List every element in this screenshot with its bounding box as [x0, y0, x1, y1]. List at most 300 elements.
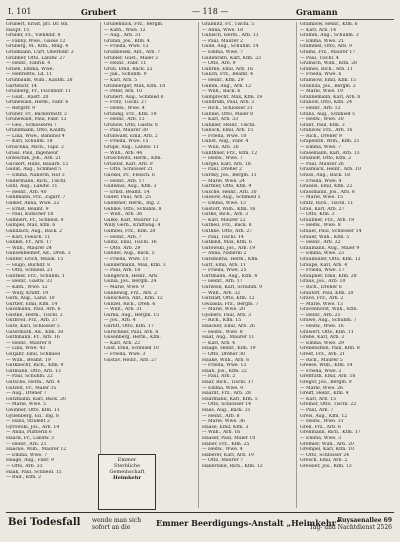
- directory-entry: Gudermann, Rich., Tischl.: [6, 178, 67, 184]
- directory-entry: Gurgel, Karl, Arb. 18: [202, 161, 251, 167]
- directory-entry: Gursky, Jos., Bergm. 11: [202, 173, 257, 179]
- directory-entry: — Rich., Dreher 6: [300, 284, 342, 290]
- directory-entry: Guhl, Aug., Landw. 11: [6, 184, 58, 190]
- page-header: [6, 5, 394, 20]
- directory-entry: — Wilh., Arb. 32: [202, 290, 241, 296]
- directory-entry: Gümbel, Frz., Kfm. 20: [104, 228, 156, 234]
- directory-entry: Guhrke, Emil, Arb. 16: [202, 66, 253, 72]
- directory-entry: Gustorf, Wilh., Kfm. 16: [202, 206, 256, 212]
- directory-entry: Gudenrath, Karl, Kfm. 23: [202, 55, 261, 61]
- directory-entry: — Emma, Wwe. 3: [300, 435, 341, 441]
- directory-entry: Gutheil, Frz., Bäck. 8: [202, 223, 252, 229]
- directory-entry: Grautoff, Paul, Kfm. 20: [300, 290, 354, 296]
- directory-entry: Guhlmann, Frz., Zigarr. 7: [6, 195, 66, 201]
- directory-entry: — Heinr., Arb. 25: [300, 312, 341, 318]
- ad-line-3: Gemeinschaft: [109, 469, 145, 475]
- directory-entry: — Emma, Näherin, Hof 3: [6, 173, 65, 179]
- directory-entry: Grzeschik, Joh., Arb. 21: [6, 156, 62, 162]
- directory-entry: Gutknecht, Rich., Kfm. 9: [6, 363, 64, 369]
- directory-entry: — Heinr., Arb. 13: [104, 117, 145, 123]
- directory-entry: — Aug., Arb. 31: [104, 33, 141, 39]
- directory-entry: — Marie, Wwe. 26: [300, 385, 343, 391]
- directory-entry: Günther, Frz., Schuhm. 1: [6, 273, 65, 279]
- directory-entry: — Hedw., Wwe. 8: [300, 223, 341, 229]
- directory-entry: Gurlitt, Otto, Kfm. 17: [104, 324, 154, 330]
- ad-line-1: Emmer: [117, 457, 137, 463]
- directory-entry: Grapentin, Wilh., Kfm. 21: [300, 139, 360, 145]
- directory-entry: — Frieda, Wwe. 17: [300, 268, 345, 274]
- directory-entry: — Karl, Arb. 33: [202, 117, 239, 123]
- directory-entry: Grünberger, Max, Kfm. 18: [104, 83, 166, 89]
- directory-entry: — Heinr., Arb. 17: [104, 178, 145, 184]
- directory-entry: Grabnitz, Fr., Tischl. 5: [202, 22, 255, 27]
- directory-entry: Gruschka, Mich., Tapz. 2: [6, 145, 64, 151]
- directory-entry: Gülich, Frz., Beamt. 4: [202, 72, 254, 78]
- directory-entry: Guttmann, Aug., Kfm. 4: [202, 273, 258, 279]
- directory-entry: Günnel, Otto, Maler 8: [202, 111, 254, 117]
- directory-entry: — Frieda, Wwe. 15: [104, 139, 149, 145]
- directory-entry: Gutermuth, Ad., Kfm. 30: [6, 329, 64, 335]
- directory-entry: Greis, Aug., Kfm. 12: [300, 413, 348, 419]
- directory-entry: — Emma, Wwe. 7: [6, 452, 47, 458]
- directory-entry: Grusdat, Karl, Arb. 9: [104, 161, 153, 167]
- directory-entry: Guhlke, Otto, Schuhm. 8: [104, 206, 162, 212]
- directory-entry: — Hedw., Wwe. 4: [104, 105, 145, 111]
- directory-entry: — Anna, Plätterin 6: [6, 430, 52, 436]
- directory-entry: Guenther, Herm., Ing. 2: [104, 201, 160, 206]
- directory-entry: — Hedw., Wwe. 31: [300, 419, 344, 425]
- column-2: [104, 22, 199, 508]
- directory-entry: — Marie, Wwe. 9: [104, 284, 145, 290]
- page-footer-advertisement: [6, 512, 394, 539]
- directory-entry: Gresch, Emil, Arb. 2: [300, 458, 348, 464]
- directory-entry: — Paul, Arb. 2: [202, 374, 236, 380]
- directory-entry: — Rich., Kfm. 15: [202, 318, 242, 324]
- directory-entry: Gumprecht, Max, Kfm. 19: [202, 94, 263, 100]
- directory-entry: — Hedw., Wwe. 30: [300, 117, 344, 123]
- directory-entry: Guckert, Hans, Bauarb. 12: [6, 161, 69, 167]
- footer-subtext: wende man sich sofort an die: [92, 517, 142, 531]
- directory-entry: — Heinr., Arb. 21: [6, 441, 47, 447]
- directory-entry: — Heinr., Arb. 12: [300, 105, 341, 111]
- directory-entry: — Anna, Näherin 2: [202, 251, 247, 257]
- directory-entry: Gramsow, Emil, Kfm. 15: [300, 77, 357, 83]
- directory-columns: [6, 22, 394, 508]
- directory-entry: Gravenhorst, Wilh., Kfm.: [300, 307, 358, 313]
- directory-entry: Grans, Aug., Schmied 5: [300, 111, 355, 117]
- directory-entry: — Heinr., Fabrik. 4: [6, 61, 51, 67]
- column-1: [6, 22, 101, 508]
- header-page-number: — 118 —: [192, 7, 229, 16]
- directory-entry: Gutowski, Jos., Arb. 19: [202, 245, 256, 251]
- directory-entry: — Hugo, Buchdr. 8: [6, 262, 50, 268]
- directory-entry: Gude, Aug., Schuhm. 14: [202, 44, 259, 50]
- directory-entry: Haardt, Frz., Arb. 28: [202, 391, 251, 397]
- directory-entry: Guthmann, Fr., Arb. 16: [6, 335, 60, 341]
- directory-entry: Gunschera, Ant., Kfm. 12: [104, 296, 163, 302]
- directory-entry: Grave, Frz., Arb. 2: [300, 296, 344, 302]
- ad-line-4: Heimkehr: [112, 475, 141, 481]
- directory-entry: — Frieda, Wwe. 6: [300, 72, 342, 78]
- directory-entry: Gundermann, Max, Kfm. 3: [104, 262, 166, 268]
- directory-entry: — Peter, Arb. 10: [104, 89, 143, 95]
- directory-entry: Gülke, Karl, Maurer 12: [104, 217, 159, 223]
- footer-address-street: Ruysaenallee 69: [337, 517, 392, 524]
- directory-entry: — Otto, Maurer 7: [202, 458, 244, 464]
- directory-entry: Grasemann, Karl, Arb. 13: [300, 150, 360, 156]
- directory-entry: Gruschwitz, Herm., Kfm.: [104, 156, 162, 162]
- directory-entry: Gurk, Aug., Land. 10: [6, 296, 55, 302]
- directory-entry: Grau, Karl, Arb. 27: [300, 206, 345, 212]
- directory-entry: Gregor, Jos., Bergm. 9: [300, 380, 352, 385]
- directory-entry: — Otto, Schlosser 24: [300, 452, 350, 458]
- directory-entry: — Wilh., Arb. 44: [104, 150, 143, 156]
- directory-entry: Gramse, Rich., Arb. 11: [300, 66, 354, 72]
- directory-entry: — Wilh., Arb. 36: [104, 212, 143, 218]
- directory-entry: Gudehus, Aug., Kfm. 3: [104, 184, 157, 190]
- directory-entry: Grams, Frz., Maurer 17: [300, 49, 356, 55]
- directory-entry: — Lina, Wwe. 43: [6, 346, 46, 352]
- header-section-number: I. 101: [8, 7, 32, 16]
- directory-entry: Grasmück, Heinr., Arb. 10: [300, 167, 361, 173]
- directory-entry: — Paul, Tischl. 4: [300, 55, 339, 61]
- directory-entry: — Heinr., Arb. 8: [202, 413, 240, 419]
- directory-entry: Gundlach, Aug., Bäck. 2: [6, 228, 63, 234]
- directory-entry: — Paul, Maurer 2: [202, 38, 243, 44]
- directory-entry: Granzow, Frz., Arb. 16: [300, 128, 353, 134]
- directory-entry: — Frieda, Wwe. 25: [202, 268, 247, 274]
- directory-entry: Haak, Paul, Schneid. 15: [6, 469, 62, 475]
- directory-entry: Grunow, Otto, Gastw. 8: [104, 122, 158, 128]
- directory-entry: Gutt, Emil, Arb. 11: [202, 262, 247, 268]
- directory-entry: Gust, Emil, Schmied 10: [104, 346, 159, 352]
- directory-entry: Guthke, Otto, Arb. 27: [202, 228, 253, 234]
- directory-entry: — Rich., Dreher 9: [300, 133, 342, 139]
- directory-entry: Grubendick, Frz., Bergm.: [104, 22, 164, 27]
- directory-entry: Gürtler, Emil, Kfm. 14: [6, 301, 58, 307]
- directory-entry: Grell, Frz., Arb. 6: [300, 424, 341, 430]
- directory-entry: — Otto, Arb. 33: [6, 463, 43, 469]
- directory-entry: — Wilh., Bäck. 6: [202, 89, 241, 95]
- directory-entry: Grunert, Aug., Schmied 6: [104, 94, 164, 100]
- directory-entry: Guthe, Rich., Arb. 3: [202, 212, 249, 218]
- directory-entry: Guder, Paul, Arb. 25: [104, 195, 152, 201]
- directory-entry: Greiner, Otto, Tischl. 22: [300, 402, 357, 408]
- directory-entry: Grambow, Heinr., Kfm. 6: [300, 22, 358, 27]
- directory-entry: Gutwein, Karl, Schuhm. 9: [202, 284, 263, 290]
- directory-entry: Granitza, Jos., Bergm. 2: [300, 83, 356, 89]
- directory-entry: — Paul, Arb. 18: [104, 268, 141, 274]
- directory-entry: Haber, Frz., Kfm. 25: [202, 441, 250, 447]
- directory-entry: Gundel, Aug., Bäck. 5: [104, 251, 155, 257]
- directory-entry: — Henriette, Ld. 11: [6, 72, 53, 78]
- directory-entry: Grunwald, Emil, Arb. 2: [104, 133, 158, 139]
- directory-entry: Gramsch, Wilh., Kfm. 28: [300, 61, 357, 67]
- footer-address-phone: Tag- und Nachtdienst 2526: [309, 524, 392, 531]
- directory-entry: Greiff, Heinr., Kfm. 4: [300, 391, 349, 397]
- directory-entry: Grempel, Karl, Kfm. 10: [300, 447, 354, 453]
- directory-entry: — Jos., Arb. 4: [104, 318, 136, 324]
- directory-entry: Grünewald, Herm., Fabr. 6: [6, 100, 69, 106]
- directory-entry: — Willy, Kraftf. 19: [6, 290, 49, 296]
- directory-entry: — Heinr., Arb. 32: [300, 240, 341, 246]
- directory-entry: — Heinr., Arb. 40: [6, 189, 47, 195]
- directory-entry: Grunewald, Paul, Fabr. 13: [6, 117, 67, 123]
- directory-entry: Gratz, Rich., Tischl. 11: [300, 201, 354, 206]
- directory-entry: Gundrum, Paul, Arb. 3: [202, 100, 255, 106]
- directory-entry: Haaf, Aug., Maurer 11: [202, 335, 255, 341]
- directory-entry: Gramm, Aug., Schuhm. 3: [300, 33, 359, 39]
- directory-entry: Gutmann, Otto, Arb. 13: [6, 368, 61, 374]
- directory-entry: — Fanny, Wwe., Gasse 12: [6, 38, 66, 44]
- directory-entry: Grawe, Aug., Schuhm. 7: [300, 318, 357, 324]
- directory-entry: Haase, Emil, Kfm. 3: [202, 424, 249, 430]
- column-4: [300, 22, 394, 508]
- directory-entry: — Hedw., Wwe. 8: [202, 329, 243, 335]
- directory-entry: — Paul, Kutscher 18: [6, 212, 54, 218]
- directory-entry: Gunsch, Emil, Arb. 15: [202, 128, 254, 134]
- directory-entry: — Emma, Wwe. 9: [202, 385, 243, 391]
- footer-company-name: Emmer Beerdigungs-Anstalt „Heimkehr“: [156, 518, 341, 528]
- directory-entry: Gussmann, Paul, Arb. 6: [6, 307, 61, 313]
- directory-entry: — Jak., Schuhm. 9: [104, 72, 147, 78]
- directory-entry: Haar, Rich., Tischl. 17: [202, 380, 254, 385]
- directory-entry: Günter, Erich, Musik. 15: [6, 256, 64, 262]
- directory-entry: Grannemann, Karl, Arb. 8: [300, 94, 361, 100]
- directory-entry: Gudat, Aug., Schmied 5: [6, 167, 62, 173]
- directory-entry: Gutbrod, Frz., Arb. 27: [6, 318, 58, 324]
- directory-entry: Grüning, Frz., Kfm. 19: [104, 111, 157, 117]
- directory-entry: Grassmann, Jos., Arb. 6: [300, 189, 355, 195]
- directory-entry: Haage, Heinr., Kfm. 19: [202, 346, 256, 352]
- directory-entry: — Karl, Arb. 15: [300, 396, 337, 402]
- directory-entry: Gubisch, Herm., Arb. 11: [202, 33, 259, 39]
- directory-entry: — Paul, Maurer 30: [104, 128, 148, 134]
- directory-entry: — Otto, Dreher 30: [202, 352, 245, 358]
- directory-entry: Grünberg, Fr., Fischhdlr. 11: [6, 89, 72, 95]
- directory-entry: Gruss, Paul, Ingenieur: [6, 150, 59, 156]
- ad-line-2: Sterbliche: [113, 463, 141, 469]
- directory-entry: — Frieda, Wwe. 3: [104, 352, 146, 358]
- directory-entry: — Emma, Wwe. 23: [300, 251, 344, 257]
- directory-entry: Gustke, Herm., Tischl. 2: [6, 312, 63, 318]
- directory-entry: Gunst, Aug., Fabr. 4: [202, 139, 249, 145]
- directory-entry: Gumpel, Max, Kfm. 6: [6, 223, 56, 229]
- directory-entry: Güssow, Aug., Schmied 5: [202, 195, 261, 201]
- directory-entry: Greese, Wilh., Kfm. 14: [300, 363, 353, 369]
- directory-entry: Gutsmuths, Herm., Kfm.: [202, 256, 259, 262]
- directory-entry: Günnewig, Frz., Arb. 2: [104, 290, 158, 296]
- directory-entry: — Karl, Fleisch. 11: [6, 234, 51, 240]
- directory-entry: Gwiasda, Frz., Bergm. 7: [202, 301, 259, 307]
- directory-entry: — Rich., Schlosser 21: [202, 105, 253, 111]
- directory-entry: Gutjahr, Emil, Schmied: [6, 352, 60, 358]
- directory-entry: — Anna, Wwe. 18: [202, 27, 244, 33]
- directory-entry: Grauel, Paul, Schlosser 14: [300, 228, 362, 234]
- directory-entry: Grashoff, Otto, Kfm. 2: [300, 156, 352, 162]
- directory-entry: Gumz, Emil, Tischl. 16: [104, 240, 157, 246]
- directory-entry: Grammel, Otto, Arb. 9: [300, 44, 352, 50]
- directory-entry: Gremler, Wilh., Arb. 20: [300, 441, 354, 447]
- directory-entry: Gützlaff, Otto, Kfm. 12: [202, 296, 255, 302]
- directory-entry: Grass, Aug., Bäck. 18: [300, 173, 351, 179]
- directory-entry: — Paul, Arb. 7: [300, 407, 334, 413]
- directory-entry: — Wilh., Arb. 16: [202, 430, 241, 436]
- directory-entry: — Frieda, Wwe. 10: [202, 133, 247, 139]
- directory-entry: — Hans, Student 2: [6, 419, 50, 425]
- directory-entry: Graupner, Emil, Kfm. 28: [300, 273, 357, 279]
- directory-entry: — Heinr., Gastw. 33: [6, 279, 53, 285]
- directory-entry: Graumüller, Otto, Kfm. 12: [300, 256, 361, 262]
- directory-entry: Graupe, Karl, Arb. 4: [300, 262, 348, 268]
- directory-entry: — Kath., Wwe. 12: [6, 284, 48, 290]
- directory-entry: — Paul, Maurer 26: [300, 161, 344, 167]
- directory-entry: — Heinr., Arb. 7: [104, 234, 142, 240]
- directory-entry: — Marie, Wwe. 24: [202, 178, 245, 184]
- directory-entry: — Heinr., Kfm. 29: [202, 77, 244, 83]
- directory-entry: Haack, Fr., Landw. 3: [6, 435, 54, 441]
- directory-entry: — Heinr., Arb. 17: [202, 279, 243, 285]
- directory-entry: — Otto, Kfm. 3: [300, 212, 335, 218]
- directory-entry: Guckel, Fr., Fleisch. 6: [104, 173, 155, 179]
- footer-headline: Bei Todesfall: [8, 517, 81, 528]
- directory-entry: Grebenstein, Paul, Kfm. 8: [300, 346, 360, 352]
- directory-entry: Gutsche, Herm., Arb. 4: [6, 380, 60, 385]
- directory-entry: Grubner, Otto, Landw. 27: [6, 55, 66, 61]
- directory-entry: Gwinner, Otto, Kfm. 11: [6, 407, 60, 413]
- directory-entry: Haas, Aug., Bäck. 21: [202, 407, 251, 413]
- directory-entry: Haake, Wilh., Arb. 6: [202, 357, 250, 363]
- header-first-name: Grubert: [81, 7, 117, 17]
- directory-entry: Grudmann, Curt, Oberhdlr. 2: [6, 49, 74, 55]
- directory-entry: — Otto, Schneid. 21: [6, 268, 53, 274]
- directory-entry: Gunia, Jos., Bergm. 24: [104, 279, 157, 285]
- directory-entry: — Marie, Wwe. 19: [300, 89, 343, 95]
- directory-entry: — Karl, Arb. 22: [104, 340, 141, 346]
- directory-entry: Haberland, Rich., Kfm. 12: [202, 463, 263, 469]
- directory-entry: — Wilh., Maurer 24: [6, 245, 52, 251]
- directory-entry: Grünbaum, Wilh., Kaufm. 28: [6, 77, 73, 83]
- directory-entry: — Frieda, Wwe. 13: [104, 44, 149, 50]
- directory-entry: — Karl, Arb. 4: [202, 340, 236, 346]
- directory-entry: Gysbers, Paul, Arb. 3: [202, 312, 252, 318]
- directory-entry: — Marie, Wwe. 5: [6, 402, 47, 408]
- directory-entry: — Lina, Wwe., Bahnhof 4: [6, 133, 65, 139]
- directory-entry: Gutzmann, Karl, Bäck. 20: [6, 396, 66, 402]
- directory-entry: Haupt. 15: [6, 27, 30, 33]
- directory-entry: — Wilh., Arb. 31: [104, 307, 143, 313]
- directory-entry: — Paul, Tischl. 14: [202, 234, 244, 240]
- directory-entry: Grant, Paul, Kfm. 3: [300, 122, 345, 128]
- directory-entry: Grubin, Jos., Kfm. 4: [104, 38, 150, 44]
- directory-entry: Gunkler, Heinr., Tischl.: [202, 122, 256, 128]
- directory-entry: — Emma, Wwe. 29: [300, 340, 344, 346]
- directory-entry: Gyrowski, Jos., Arb. 14: [6, 424, 60, 430]
- directory-entry: — Otto, Schlosser 14: [202, 402, 252, 408]
- directory-entry: — Emma, Wwe. 7: [300, 145, 341, 151]
- directory-entry: Güngerich, Heinr., Arb.: [104, 273, 159, 279]
- directory-entry: Graubner, Frz., Arb. 19: [300, 217, 355, 223]
- directory-entry: — Frieda, Wwe. 13: [202, 363, 247, 369]
- directory-entry: Gurka, Aug., Bergm. 15: [104, 312, 160, 318]
- directory-entry: — Marie, Wwe. 20: [202, 307, 245, 313]
- directory-entry: — Ernst, Beamt. 14: [104, 189, 150, 195]
- directory-entry: — Rud., Kfm. 2: [6, 475, 42, 481]
- directory-entry: — Rich., Maurer 5: [300, 357, 343, 363]
- directory-entry: Grün, Emil, Bäck. 22: [104, 66, 153, 72]
- directory-entry: — Heinr., Fabr. 11: [104, 61, 147, 67]
- directory-entry: Grawert, Otto, Kfm. 11: [300, 329, 354, 335]
- header-last-name: Gramann: [296, 7, 338, 17]
- directory-entry: — Emma, Wwe. 21: [300, 38, 344, 44]
- directory-entry: — Kath., Wwe. 12: [104, 27, 146, 33]
- directory-entry: Granow, Otto, Kfm. 24: [300, 100, 353, 106]
- directory-entry: — Hedw., Wwe. 7: [202, 156, 243, 162]
- directory-entry: Gumbert, Fr., Schneid. 4: [6, 217, 64, 223]
- column-3: [202, 22, 297, 508]
- directory-entry: Grebe, Karl, Arb. 3: [300, 335, 345, 341]
- directory-entry: Gusche, Heinr., Arb. 30: [202, 189, 257, 195]
- directory-entry: Haage, Aug., Fabr. 9: [6, 458, 54, 464]
- directory-entry: Haarmann, Karl, Kfm. 5: [202, 396, 258, 402]
- directory-entry: — Fritz, Tischl. 27: [104, 100, 147, 106]
- directory-entry: Gülker, Anna, Wwe. 22: [6, 201, 60, 206]
- directory-entry: Gressler, Jos., Kfm. 13: [300, 463, 352, 469]
- directory-entry: Greef, Frz., Arb. 21: [300, 352, 346, 358]
- directory-entry: — Emma, Wwe. 13: [202, 201, 246, 206]
- directory-entry: — Hedw., Wwe. 4: [202, 447, 243, 453]
- directory-entry: Grundmann, Otto, Kaufm.: [6, 128, 67, 134]
- directory-entry: — Marie, Wwe. 36: [202, 419, 245, 425]
- directory-entry: Günthner, Frz., Kfm. 12: [202, 150, 258, 156]
- directory-entry: Gartenstr. 14: [6, 83, 37, 89]
- directory-entry: — Geo., Schlosserei 7: [6, 122, 57, 128]
- directory-entry: — Frieda, Wwe. 4: [300, 178, 342, 184]
- directory-entry: Grauer, Wilh., Kfm. 5: [300, 234, 350, 240]
- directory-entry: — Karl, Arb. 5: [104, 77, 138, 83]
- directory-entry: — Willi, Arb. 26: [202, 145, 239, 151]
- directory-entry: — Karl, Arb. 14: [300, 27, 337, 33]
- directory-entry: Gutzeit, Fr., Maler 35: [6, 385, 57, 391]
- directory-entry: Gyllenberg, Ed., Ing. 8: [6, 413, 59, 419]
- directory-entry: — Otto, Arb. 9: [202, 61, 236, 67]
- directory-entry: — Frieda, Wwe. 2: [300, 368, 342, 374]
- directory-entry: Gunsenheimer, Ad., Dreh. 3: [6, 251, 71, 257]
- directory-entry: Gruen, Emma, Wwe.: [6, 66, 54, 72]
- directory-entry: Grübler, Gust., Maler 3: [104, 55, 158, 61]
- directory-entry: — Heinr., Maurer 8: [6, 340, 52, 346]
- directory-entry: Gruber, Fz., Viehhdlr. 8: [6, 33, 61, 39]
- directory-entry: — Gust., Rasrf. 20: [6, 94, 49, 100]
- directory-entry: Gürschner, Paul, Arb. 8: [104, 329, 159, 335]
- directory-entry: — Karl, Maurer 22: [202, 217, 246, 223]
- directory-entry: Grubert, Ernst, pri. Dr. Rn.: [6, 22, 69, 27]
- directory-entry: — Emma, Wwe. 7: [202, 49, 243, 55]
- directory-entry: — Hedw., Wwe. 16: [300, 324, 344, 330]
- directory-entry: Haberer, Karl, Arb. 19: [202, 452, 254, 458]
- directory-entry: Grupe, Aug., Landw. 11: [104, 145, 159, 151]
- directory-entry: Graus, Jos., Arb. 10: [300, 279, 346, 285]
- directory-entry: — Frieda, Wwe. 11: [104, 256, 149, 262]
- directory-entry: Haaser, Paul, Maler 10: [202, 435, 256, 441]
- directory-entry: Gruberg, M., Kfm., Rhlg. 4: [6, 44, 69, 50]
- directory-entry: — Bergstr. 9: [6, 105, 36, 111]
- directory-entry: Willy Gerh., Kraftwag. 4: [104, 223, 161, 229]
- directory-entry: — Paul, Dreher 2: [202, 167, 242, 173]
- directory-entry: — Karl, Schuhm. 18: [6, 139, 53, 145]
- advertisement-box: [98, 454, 156, 510]
- directory-entry: Gusenberg, Herm., Kfm.: [104, 335, 161, 341]
